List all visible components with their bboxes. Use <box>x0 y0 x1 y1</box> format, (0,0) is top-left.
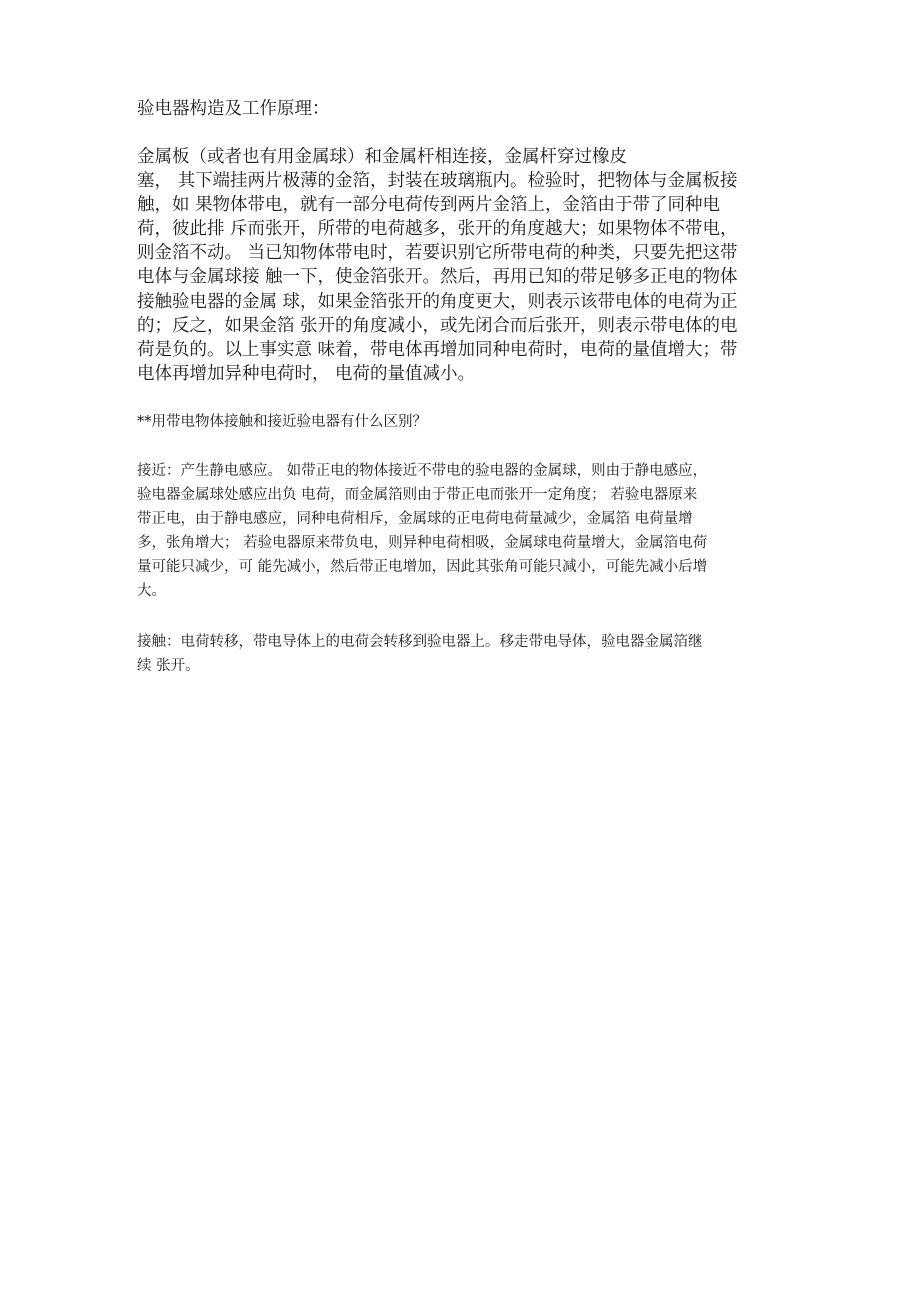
paragraph-line: 带正电，由于静电感应，同种电荷相斥，金属球的正电荷电荷量减少，金属箔 电荷量增 <box>137 511 693 527</box>
paragraph-line: 接触验电器的金属 球，如果金箔张开的角度更大，则表示该带电体的电荷为正 <box>137 292 738 312</box>
paragraph-line: 的；反之，如果金箔 张开的角度减小，或先闭合而后张开，则表示带电体的电 <box>137 316 738 336</box>
paragraph-line: 荷是负的。以上事实意 味着，带电体再增加同种电荷时，电荷的量值增大；带 <box>137 340 738 360</box>
question-heading: **用带电物体接触和接近验电器有什么区别？ <box>137 414 427 430</box>
paragraph-line: 验电器金属球处感应出负 电荷，而金属箔则由于带正电而张开一定角度； 若验电器原来 <box>137 487 698 503</box>
paragraph-line: 接触：电荷转移，带电导体上的电荷会转移到验电器上。移走带电导体，验电器金属箔继 <box>137 634 703 650</box>
document-title: 验电器构造及工作原理： <box>137 99 330 119</box>
paragraph-line: 电体与金属球接 触一下，使金箔张开。然后，再用已知的带足够多正电的物体 <box>137 267 738 287</box>
paragraph-line: 接近：产生静电感应。 如带正电的物体接近不带电的验电器的金属球，则由于静电感应， <box>137 463 708 479</box>
paragraph-line: 触，如 果物体带电，就有一部分电荷传到两片金箔上，金箔由于带了同种电 <box>137 195 721 215</box>
paragraph-line: 续 张开。 <box>137 658 200 674</box>
paragraph-line: 多，张角增大； 若验电器原来带负电，则异种电荷相吸，金属球电荷量增大，金属箔电荷 <box>137 535 708 551</box>
paragraph-line: 荷，彼此排 斥而张开，所带的电荷越多，张开的角度越大；如果物体不带电， <box>137 219 738 239</box>
paragraph-line: 塞， 其下端挂两片极薄的金箔，封装在玻璃瓶内。检验时，把物体与金属板接 <box>137 171 738 191</box>
paragraph-line: 则金箔不动。 当已知物体带电时，若要识别它所带电荷的种类，只要先把这带 <box>137 243 738 263</box>
paragraph-line: 量可能只减少，可 能先减小，然后带正电增加，因此其张角可能只减小，可能先减小后增 <box>137 559 708 575</box>
paragraph-line: 大。 <box>137 583 166 599</box>
paragraph-line: 电体再增加异种电荷时， 电荷的量值减小。 <box>137 364 476 384</box>
paragraph-line: 金属板（或者也有用金属球）和金属杆相连接，金属杆穿过橡皮 <box>137 147 627 167</box>
